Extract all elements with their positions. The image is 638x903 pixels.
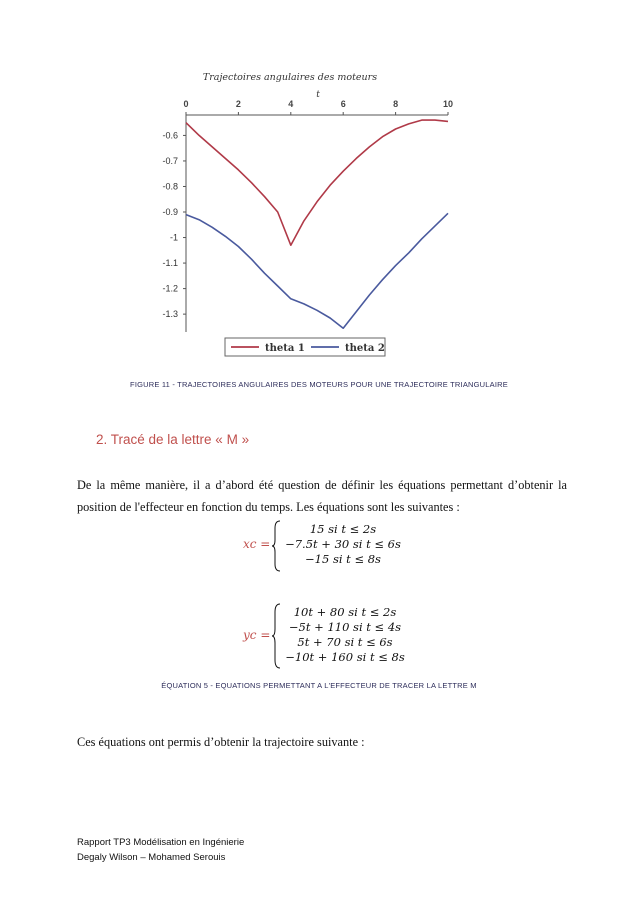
equation-x-case: −15 si t ≤ 8s bbox=[305, 552, 381, 566]
chart-title: Trajectoires angulaires des moteurs bbox=[202, 72, 378, 83]
y-tick-label: -1.1 bbox=[162, 258, 178, 269]
equation-y-lhs: yc = bbox=[243, 628, 271, 642]
figure-caption: FIGURE 11 - TRAJECTOIRES ANGULAIRES DES MOTEURS POUR UNE TRAJECTOIRE TRIANGULAIRE bbox=[130, 380, 508, 389]
equation-x-case: −7.5t + 30 si t ≤ 6s bbox=[285, 537, 401, 551]
equation-y-case: 5t + 70 si t ≤ 6s bbox=[297, 635, 393, 649]
series-line-theta-1 bbox=[186, 120, 448, 245]
y-tick-label: -0.8 bbox=[162, 181, 178, 192]
x-tick-label: 0 bbox=[183, 99, 189, 109]
x-tick-label: 6 bbox=[340, 99, 346, 109]
trajectory-chart bbox=[130, 70, 470, 360]
page-footer bbox=[77, 835, 244, 865]
section-heading: 2. Tracé de la lettre « M » bbox=[96, 432, 250, 447]
x-tick-label: 10 bbox=[442, 99, 454, 109]
paragraph-trajectory: Ces équations ont permis d’obtenir la trajectoire suivante : bbox=[77, 735, 365, 749]
footer-line: Degaly Wilson – Mohamed Serouis bbox=[77, 852, 226, 863]
x-tick-label: 8 bbox=[393, 99, 399, 109]
equation-x-brace bbox=[272, 520, 282, 572]
equation-x-lhs: xc = bbox=[243, 537, 271, 551]
footer-line: Rapport TP3 Modélisation en Ingénierie bbox=[77, 837, 245, 848]
y-tick-label: -0.6 bbox=[162, 130, 178, 141]
equation-caption: ÉQUATION 5 - EQUATIONS PERMETTANT A L'EFFECTEUR DE TRACER LA LETTRE M bbox=[161, 681, 477, 690]
paragraph-intro: De la même manière, il a d’abord été question de définir les équations permettant d’obtenir la position de l'effecteur en fonction du temps. Les équations sont les suivantes : bbox=[77, 478, 567, 514]
series-line-theta-2 bbox=[186, 213, 448, 328]
x-tick-label: 4 bbox=[288, 99, 294, 109]
legend-label: theta 2 bbox=[345, 343, 385, 354]
y-tick-label: -1 bbox=[169, 232, 178, 243]
equation-x-case: 15 si t ≤ 2s bbox=[309, 522, 377, 536]
x-axis-label: t bbox=[316, 90, 320, 100]
y-tick-label: -0.9 bbox=[162, 207, 178, 218]
y-tick-label: -0.7 bbox=[162, 155, 178, 166]
equation-y-case: −10t + 160 si t ≤ 8s bbox=[285, 650, 405, 664]
y-tick-label: -1.3 bbox=[162, 309, 178, 320]
equation-y-case: 10t + 80 si t ≤ 2s bbox=[293, 605, 397, 619]
equation-y-case: −5t + 110 si t ≤ 4s bbox=[288, 620, 402, 634]
y-tick-label: -1.2 bbox=[162, 283, 178, 294]
legend-label: theta 1 bbox=[265, 343, 305, 354]
x-tick-label: 2 bbox=[235, 99, 241, 109]
